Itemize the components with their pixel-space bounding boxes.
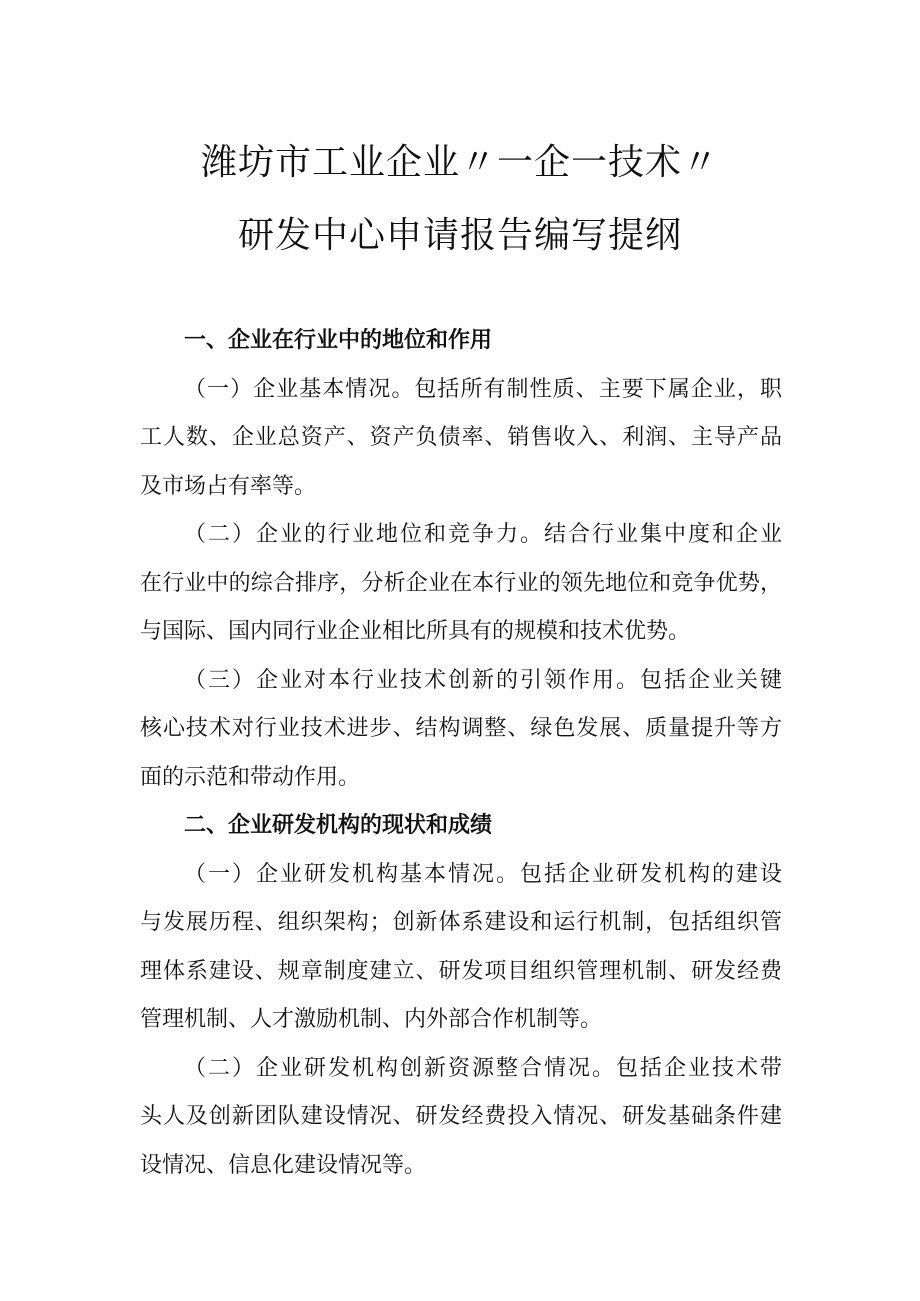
paragraph-line: 理体系建设、规章制度建立、研发项目组织管理机制、研发经费 — [140, 958, 782, 984]
document-title-line-2: 研发中心申请报告编写提纲 — [237, 215, 682, 256]
paragraph-line: 与发展历程、组织架构；创新体系建设和运行机制，包括组织管 — [140, 910, 782, 935]
paragraph-line: 工人数、企业总资产、资产负债率、销售收入、利润、主导产品 — [140, 425, 782, 450]
document-body — [140, 317, 782, 1190]
paragraph-line: 设情况、信息化建设情况等。 — [140, 1152, 427, 1178]
paragraph-line: （二）企业的行业地位和竞争力。结合行业集中度和企业 — [184, 522, 782, 547]
paragraph-line: 核心技术对行业技术进步、结构调整、绿色发展、质量提升等方 — [140, 716, 782, 741]
paragraph-line: （二）企业研发机构创新资源整合情况。包括企业技术带 — [184, 1055, 782, 1081]
paragraph-line: 在行业中的综合排序，分析企业在本行业的领先地位和竞争优势， — [140, 570, 782, 596]
paragraph-line: 面的示范和带动作用。 — [140, 764, 361, 790]
paragraph-line: （一）企业研发机构基本情况。包括企业研发机构的建设 — [184, 861, 782, 887]
document-title-line-1: 潍坊市工业企业〃一企一技术〃 — [200, 142, 719, 183]
section-heading: 一、企业在行业中的地位和作用 — [184, 328, 493, 353]
paragraph-line: （一）企业基本情况。包括所有制性质、主要下属企业，职 — [184, 376, 782, 402]
paragraph-line: （三）企业对本行业技术创新的引领作用。包括企业关键 — [184, 667, 782, 693]
section-heading: 二、企业研发机构的现状和成绩 — [184, 813, 493, 838]
paragraph-line: 管理机制、人才激励机制、内外部合作机制等。 — [140, 1007, 603, 1032]
paragraph-line: 及市场占有率等。 — [140, 473, 317, 499]
paragraph-line: 头人及创新团队建设情况、研发经费投入情况、研发基础条件建 — [140, 1104, 782, 1129]
paragraph-line: 与国际、国内同行业企业相比所具有的规模和技术优势。 — [140, 619, 691, 644]
